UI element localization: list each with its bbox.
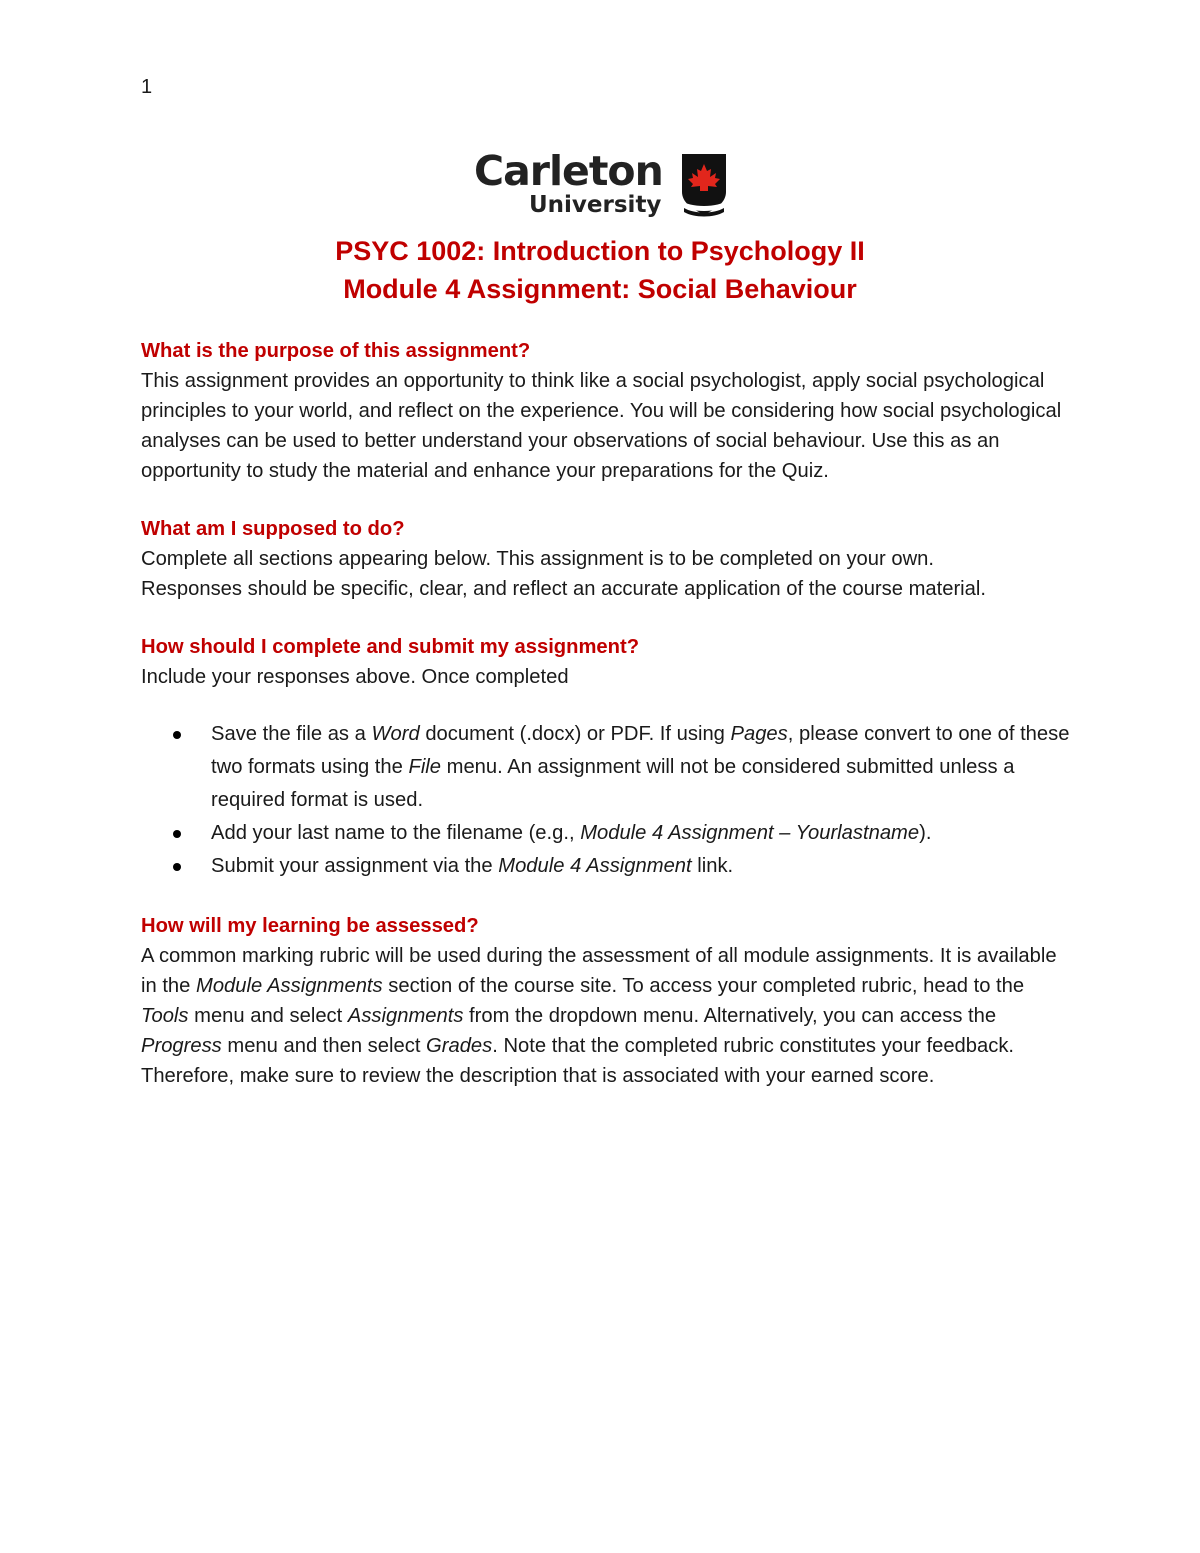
- document-body: [141, 336, 1071, 1091]
- page-number: 1: [141, 76, 153, 98]
- list-item: Save the file as a Word document (.docx) or PDF. If using Pages, please convert to one of these two formats using the File menu. An assignment will not be considered submitted unless a required format is used.: [211, 718, 1071, 817]
- logo-subname: University: [529, 192, 662, 218]
- purpose-paragraph: This assignment provides an opportunity to think like a social psychologist, apply social psychological principles to your world, and reflect on the experience. You will be considering how social psychological analyses can be used to better understand your observations of social behaviour. Use this as an opportunity to study the material and enhance your preparations for the Quiz.: [141, 370, 1062, 482]
- submit-instructions-list: [141, 718, 1071, 883]
- logo-name: Carleton: [474, 147, 663, 195]
- todo-paragraph-2: Responses should be specific, clear, and reflect an accurate application of the course material.: [141, 578, 986, 600]
- list-item: Submit your assignment via the Module 4 Assignment link.: [211, 850, 1071, 883]
- maple-leaf-shield-icon: [680, 152, 728, 218]
- list-item: Add your last name to the filename (e.g., Module 4 Assignment – Yourlastname).: [211, 817, 1071, 850]
- submit-heading: How should I complete and submit my assignment?: [141, 636, 640, 658]
- submit-intro: Include your responses above. Once completed: [141, 666, 569, 688]
- todo-paragraph-1: Complete all sections appearing below. This assignment is to be completed on your own.: [141, 548, 934, 570]
- assignment-title: Module 4 Assignment: Social Behaviour: [343, 274, 857, 304]
- university-logo: [474, 148, 734, 226]
- course-title: PSYC 1002: Introduction to Psychology II: [335, 236, 865, 266]
- todo-heading: What am I supposed to do?: [141, 518, 405, 540]
- document-title: [0, 232, 1200, 308]
- purpose-heading: What is the purpose of this assignment?: [141, 340, 531, 362]
- assessment-heading: How will my learning be assessed?: [141, 915, 479, 937]
- assessment-paragraph: A common marking rubric will be used during the assessment of all module assignments. It is available in the Module Assignments section of the course site. To access your completed rubric, head to the Tools menu and select Assignments from the dropdown menu. Alternatively, you can access the Progress menu and then select Grades. Note that the completed rubric constitutes your feedback. Therefore, make sure to review the description that is associated with your earned score.: [141, 945, 1057, 1087]
